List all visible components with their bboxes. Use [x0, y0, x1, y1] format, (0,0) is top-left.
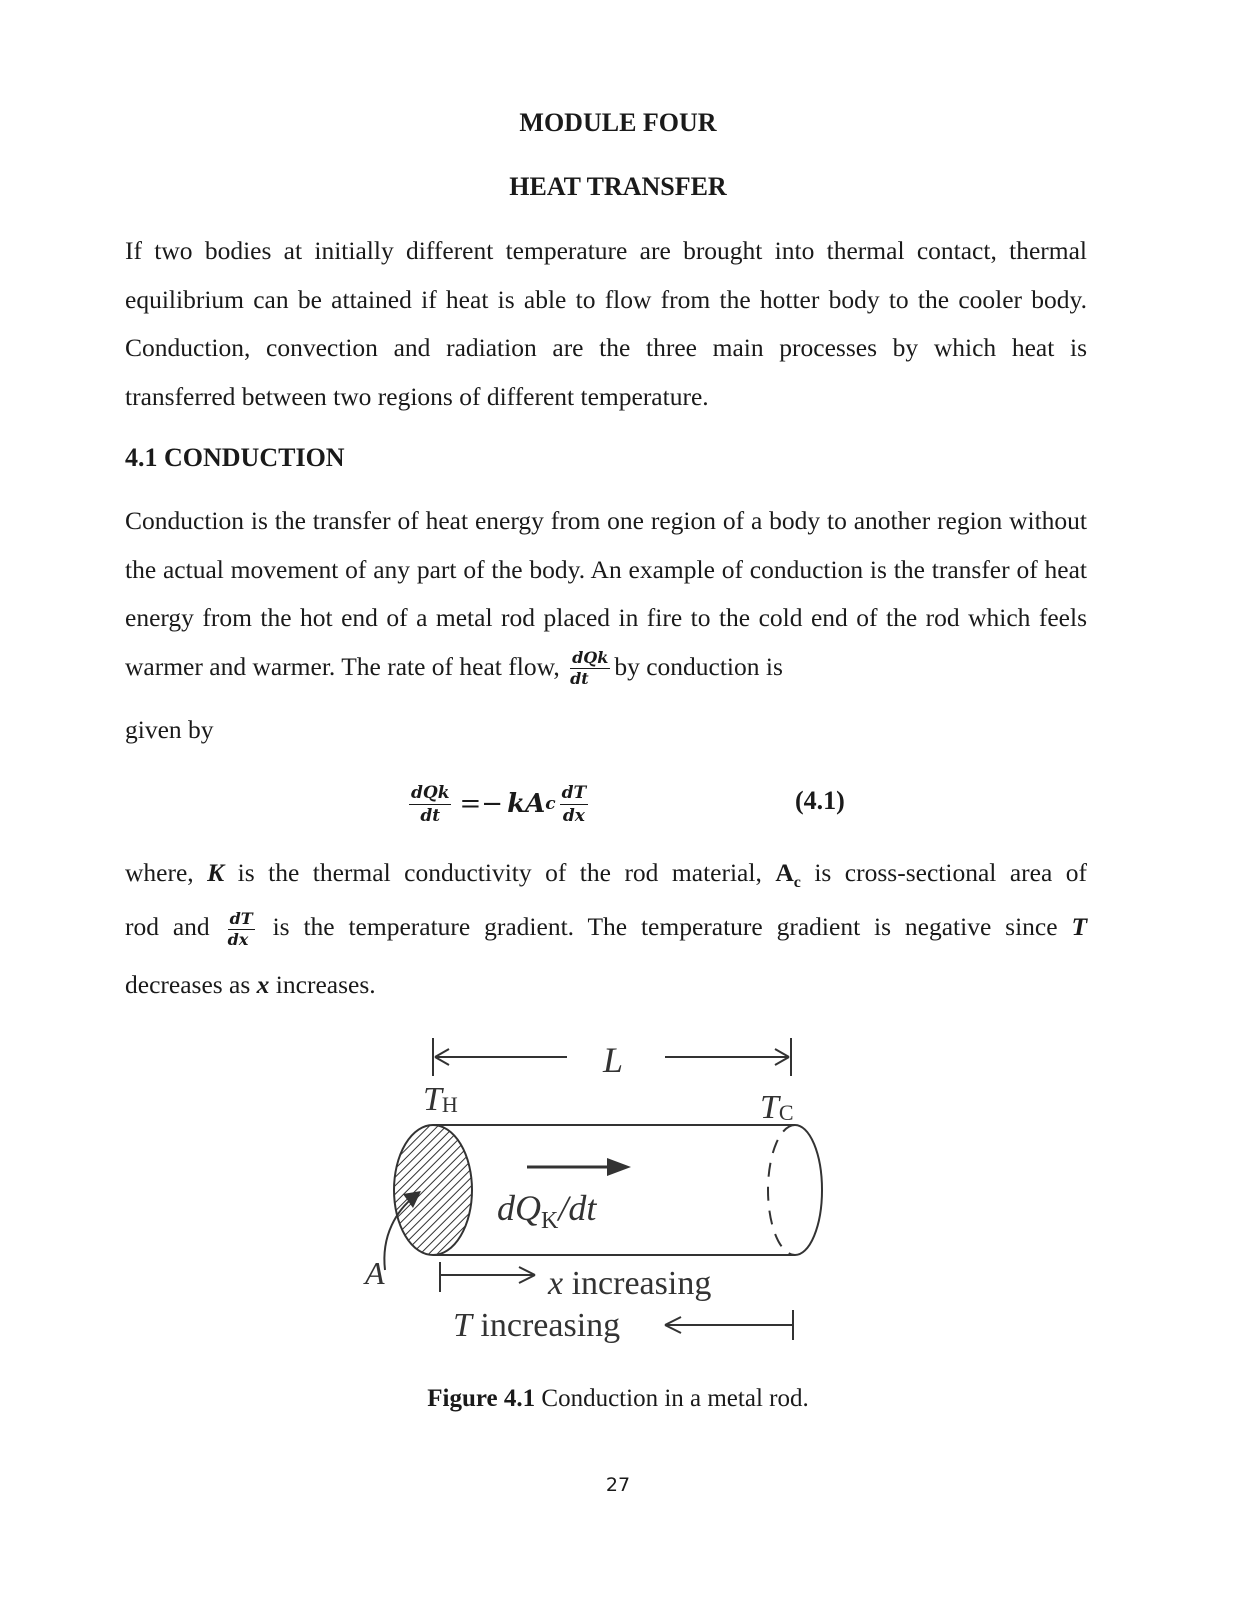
conduction-last-line: given by	[125, 715, 214, 744]
equation-4-1	[405, 776, 592, 832]
rod-conduction-figure	[355, 1030, 835, 1350]
heat-flow-arrowhead	[607, 1158, 631, 1176]
rod-right-end-front	[795, 1125, 822, 1255]
symbol-t: T	[1071, 912, 1088, 941]
where-paragraph-line3	[125, 961, 1087, 1010]
where-line3-end: increases.	[269, 970, 376, 999]
equation-term-subscript: c	[545, 794, 556, 814]
where-part3: is cross-sectional area of	[800, 858, 1087, 887]
hot-end-label: TH	[423, 1081, 458, 1118]
page-number: 27	[605, 1474, 631, 1496]
t-increasing-label: T increasing	[453, 1307, 621, 1344]
figure-caption	[0, 1385, 1236, 1413]
where-paragraph-line1	[125, 849, 1087, 908]
fraction-denominator: dt	[570, 669, 589, 689]
fraction-denominator: dx	[227, 929, 249, 949]
where-line2-start: rod and	[125, 912, 210, 941]
where-paragraph-line2	[125, 903, 1087, 952]
conduction-paragraph	[125, 497, 1087, 691]
cold-end-label: TC	[760, 1089, 794, 1126]
fraction-numerator: dT	[561, 782, 587, 803]
equation-operator: =−	[459, 789, 504, 819]
caption-text: Conduction in a metal rod.	[535, 1385, 809, 1412]
where-part2: is the thermal conductivity of the rod material,	[224, 858, 776, 887]
x-increasing-label: x increasing	[548, 1265, 712, 1302]
equation-number: (4.1)	[795, 786, 845, 815]
equation-lhs-fraction	[409, 783, 451, 826]
equation-rhs-fraction	[560, 783, 589, 826]
conduction-text: Conduction is the transfer of heat energy from one region of a body to another region without the actual movement of any part of the body. An example of conduction is the transfer of heat energy from the hot end of a metal rod placed in fire to the cold end of the rod which feels warmer and warmer. The rate of heat flow,	[125, 506, 1087, 681]
heat-flow-label: $dQ_K/dt$	[497, 1188, 597, 1234]
where-part1: where,	[125, 858, 208, 887]
where-line3-start: decreases as	[125, 970, 257, 999]
symbol-x: x	[256, 970, 270, 999]
fraction-denominator: dx	[562, 805, 585, 826]
conduction-text-after: by conduction is	[614, 651, 783, 681]
intro-paragraph: If two bodies at initially different temperature are brought into thermal contact, thermal equilibrium can be attained if heat is able to flow from the hotter body to the cooler body. Conduction, convection and radiation are the three main processes by which heat is transferred between two regions of different temperature.	[125, 236, 1087, 411]
fraction-numerator: dQk	[411, 782, 450, 803]
symbol-k: K	[207, 858, 225, 887]
inline-fraction-dqk-dt	[570, 649, 610, 688]
fraction-numerator: dQk	[572, 648, 609, 668]
symbol-ac: $A_c$	[775, 858, 801, 892]
where-line2-end: is the temperature gradient. The temperature gradient is negative since	[272, 912, 1058, 941]
fraction-numerator: dT	[229, 908, 253, 928]
section-heading: 4.1 CONDUCTION	[125, 443, 345, 472]
fraction-denominator: dt	[420, 805, 441, 826]
area-label: A	[365, 1255, 385, 1291]
rod-right-end-back	[768, 1125, 795, 1255]
length-label: L	[602, 1040, 624, 1080]
chapter-title: HEAT TRANSFER	[509, 172, 727, 201]
equation-term: kA	[507, 789, 546, 819]
inline-fraction-dt-dx	[228, 910, 255, 949]
caption-label: Figure 4.1	[427, 1385, 536, 1412]
module-title: MODULE FOUR	[519, 108, 717, 137]
cross-section-area	[394, 1125, 472, 1255]
